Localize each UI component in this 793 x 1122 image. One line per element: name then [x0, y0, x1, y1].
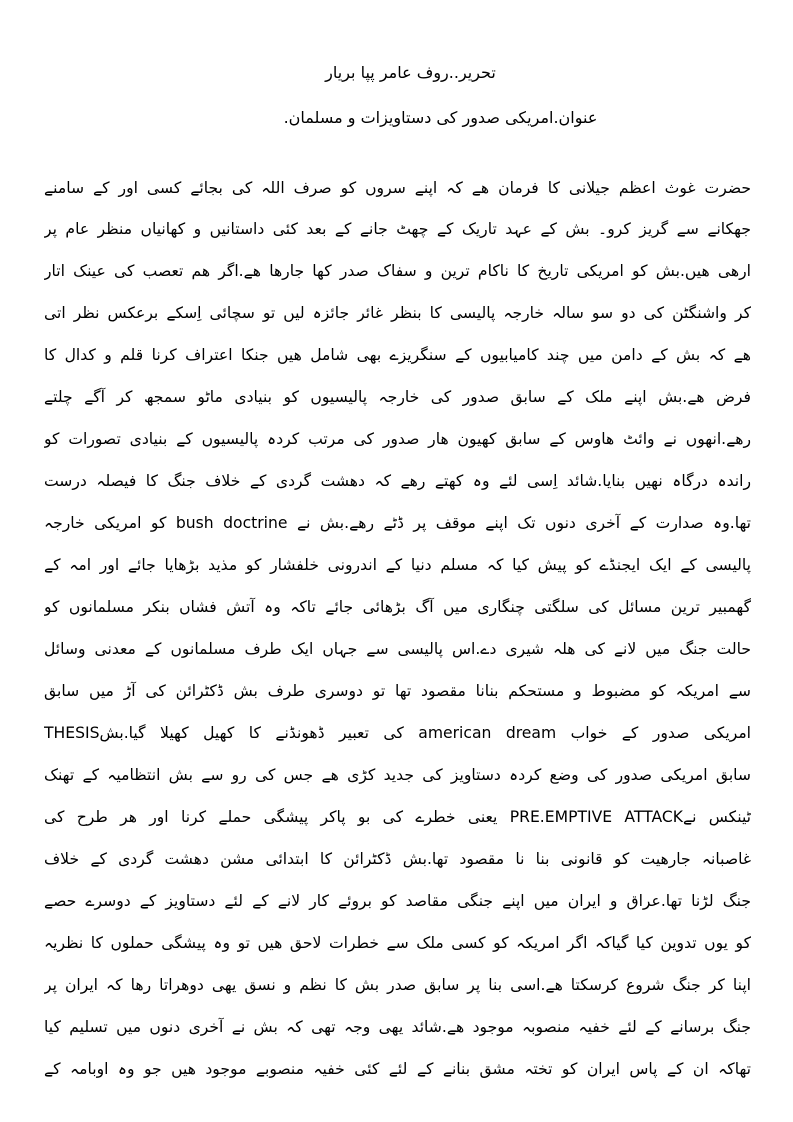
body-line: گھمبیر ترین مسائل کی سلگتی چنگاری میں آگ بڑھائی جائے تاکہ وہ آتش فشاں بنکر مسلمانوں کو: [44, 598, 751, 616]
body-line: کو یوں تدوین کیا گیاکہ اگر امریکہ کو کسی ملک سے خطرات لاحق ھیں تو وہ پیشگی حملوں کا نظریہ: [44, 934, 751, 952]
body-line: جنگ لڑنا تھا.عراق و ایران میں اپنے جنگی مقاصد کو بروئے کار لانے کے لئے دستاویز کے دوسرے حصے: [44, 892, 751, 910]
body-line: راندہ درگاہ نھیں بنایا.شائد اِسی لئے وہ کھتے رھے کہ دھشت گردی کے خلاف جنگ کا فیصلہ درست: [44, 472, 751, 490]
body-line: سابق امریکی صدور کی وضع کردہ دستاویز کی جدید کڑی ھے جس کی رو سے بش انتظامیہ کے تھنک: [44, 766, 751, 784]
body-line: اپنا کر جنگ شروع کرسکتا ھے.اسی بنا پر سابق صدر بش کا نظم و نسق یھی دوھراتا رھا کہ ایران پر: [44, 976, 751, 994]
body-line: حضرت غوث اعظم جیلانی کا فرمان ھے کہ اپنے سروں کو صرف اللہ کی بجائے کسی اور کے سامنے: [44, 179, 751, 197]
body-line: رھے.انھوں نے وائٹ ھاوس کے سابق کھیون ھار صدور کی مرتب کردہ پالیسیوں کے بنیادی تصورات کو: [44, 430, 751, 448]
body-line: پالیسی کے ایک ایجنڈے کو پیش کیا کہ مسلم دنیا کے اندرونی خلفشار کو مذید بڑھایا جائے اور امہ کے: [44, 556, 751, 574]
body-line: جنگ برسانے کے لئے خفیہ منصوبہ موجود ھے.شائد یھی وجہ تھی کہ بش نے آخری دنوں میں تسلیم کیا: [44, 1018, 751, 1036]
body-line: ارھی ھیں.بش کو امریکی تاریخ کا ناکام ترین و سفاک صدر کھا جارھا ھے.اگر ھم تعصب کی عینک اتار: [44, 262, 751, 280]
body-line: حالت جنگ میں لانے کی ھلہ شیری دے.اس پالیسی سے جہاں ایک طرف مسلمانوں کے معدنی وسائل: [44, 640, 751, 658]
body-line: تھا.وہ صدارت کے آخری دنوں تک اپنے موقف پر ڈٹے رھے.بش نے bush doctrine کو امریکی خارجہ: [44, 514, 751, 532]
body-line: فرض ھے.بش اپنے ملک کے سابق صدور کی خارجہ پالیسیوں کو بنیادی ماٹو سمجھ کر آگے چلتے: [44, 388, 751, 406]
body-line: امریکی صدور کے خواب american dream کی تعبیر ڈھونڈنے کا کھیل کھیلا گیا.بشTHESIS: [44, 724, 751, 742]
body-line: ٹینکس نےPRE.EMPTIVE ATTACK یعنی خطرے کی بو پاکر پیشگی حملے کرنا اور ھر طرح کی: [44, 808, 751, 826]
article-title: عنوان.امریکی صدور کی دستاویزات و مسلمان.: [283, 108, 598, 127]
body-line: ھے کہ بش کے دامن میں چند کامیابیوں کے سنگریزے بھی شامل ھیں جنکا اعتراف کرنا قلم و کدال کا: [44, 346, 751, 364]
body-line: جھکانے سے گریز کرو۔ بش کے عہد تاریک کے چھٹ جانے کے بعد کئی داستانیں و کھانیاں منظر عام پر: [44, 220, 751, 238]
author-line: تحریر..روف عامر پپا بریار: [325, 63, 496, 82]
body-line: غاصبانہ جارھیت کو قانونی بنا نا مقصود تھا.بش ڈکٹرائن کا ابتدائی مشن دھشت گردی کے خلاف: [44, 850, 751, 868]
body-line: کر واشنگٹن کی دو سو سالہ خارجہ پالیسی کا بنظر غائر جائزہ لیں تو سچائی اِسکے برعکس نظر اتی: [44, 304, 751, 322]
body-line: تھاکہ ان کے پاس ایران کو تختہ مشق بنانے کے لئے کئی خفیہ منصوبے موجود ھیں جو وہ اوبامہ کے: [44, 1060, 751, 1078]
body-line: سے امریکہ کو مضبوط و مستحکم بنانا مقصود تھا تو دوسری طرف بش ڈکٹرائن کی آڑ میں سابق: [44, 682, 751, 700]
